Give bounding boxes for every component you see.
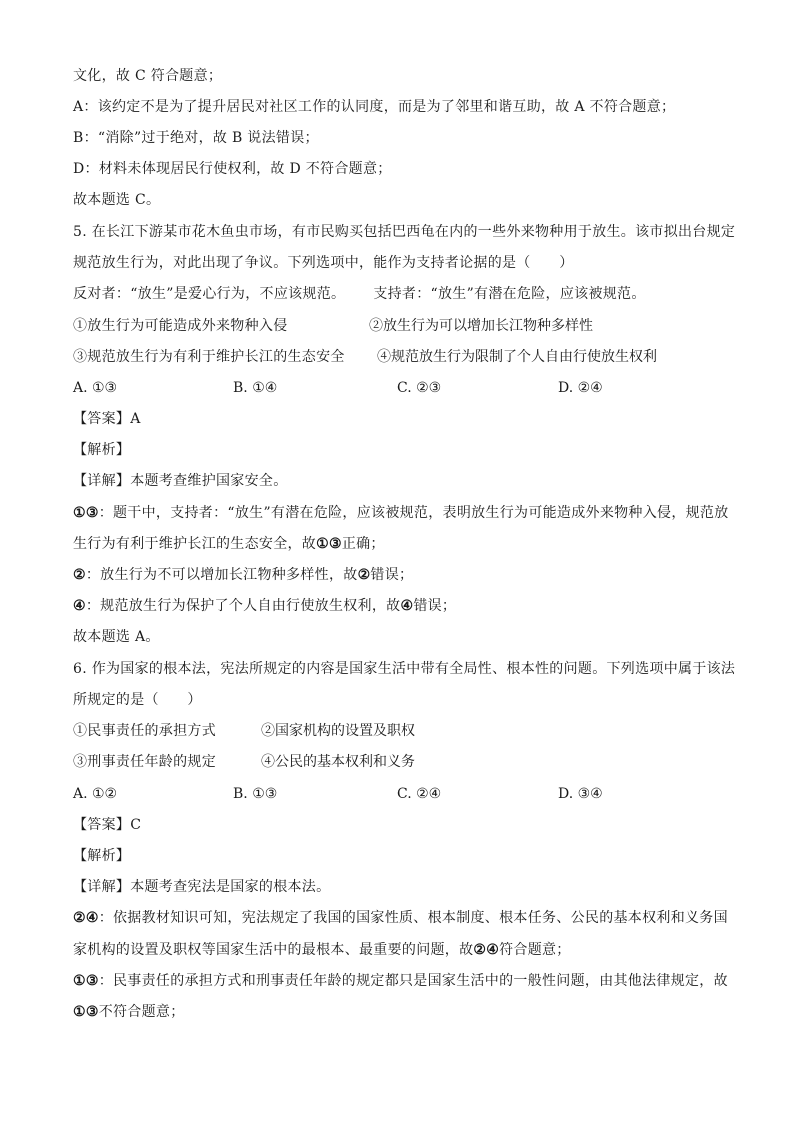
q5-explain-3-tag: ④ xyxy=(73,598,86,614)
q6-explain-2-text: ：民事责任的承担方式和刑事责任年龄的规定都只是国家生活中的一般性问题，由其他法律规定，故 xyxy=(98,973,728,989)
q6-explain-2-tag: ①③ xyxy=(73,973,99,989)
q5-option-b: B. ①④ xyxy=(233,380,278,396)
q5-explain-2-end: 错误； xyxy=(370,567,414,583)
q5-explain-1b-text: 生行为有利于维护长江的生态安全，故 xyxy=(73,536,317,552)
q5-explain-3-end: 错误； xyxy=(413,598,457,614)
q5-explain-1-text: ：题干中，支持者：“放生”有潜在危险，应该被规范，表明放生行为可能造成外来物种入侵，规范放 xyxy=(98,505,729,521)
q6-explain-3-tag: ①③ xyxy=(73,1004,99,1020)
q6-explain-1-text: ：依据教材知识可知，宪法规定了我国的国家性质、根本制度、根本任务、公民的基本权利和义务国 xyxy=(98,910,728,926)
prev-line-4: D：材料未体现居民行使权利，故 D 不符合题意； xyxy=(73,161,392,177)
q5-explain-2-tag: ② xyxy=(73,567,86,583)
prev-line-1: 文化，故 C 符合题意； xyxy=(73,68,223,84)
q5-option-c: C. ②③ xyxy=(397,380,442,396)
q5-stem-line-2: 规范放生行为，对此出现了争议。下列选项中，能作为支持者论据的是（ ） xyxy=(73,255,574,271)
prev-line-2: A：该约定不是为了提升居民对社区工作的认同度，而是为了邻里和谐互助，故 A 不符合题意； xyxy=(73,99,676,115)
q5-explain-1b xyxy=(73,534,385,554)
q6-answer: 【答案】C xyxy=(73,817,142,833)
q6-explain-1b xyxy=(73,940,571,960)
q5-explain-3 xyxy=(73,596,456,616)
q5-statement-3: ③规范放生行为有利于维护长江的生态安全 xyxy=(73,349,345,365)
q5-viewpoints xyxy=(73,284,646,304)
q5-explain-1a xyxy=(73,503,729,523)
q6-explain-3-end: 不符合题意； xyxy=(98,1004,185,1020)
q6-explain-1a xyxy=(73,908,728,928)
q5-statement-1: ①放生行为可能造成外来物种入侵 xyxy=(73,318,288,334)
q6-stem-line-2: 所规定的是（ ） xyxy=(73,692,202,708)
q5-supporter: 支持者：“放生”有潜在危险，应该被规范。 xyxy=(373,286,646,302)
q5-explain-3-tag-inline: ④ xyxy=(400,598,414,614)
q6-analysis-label: 【解析】 xyxy=(73,848,131,864)
q6-explain-2 xyxy=(73,971,728,991)
q5-analysis-label: 【解析】 xyxy=(73,442,131,458)
q5-explain-2-tag-inline: ② xyxy=(357,567,371,583)
q6-option-d: D. ③④ xyxy=(558,786,603,802)
q6-stem-line-1: 6. 作为国家的根本法，宪法所规定的内容是国家生活中带有全局性、根本性的问题。下列选项中属于该法 xyxy=(73,661,736,677)
q6-detail-tag: 【详解】 xyxy=(73,879,131,895)
q6-statement-4: ④公民的基本权利和义务 xyxy=(261,754,415,770)
q5-detail-tag: 【详解】 xyxy=(73,473,131,489)
q6-option-b: B. ①③ xyxy=(233,786,278,802)
q5-stem-line-1: 5. 在长江下游某市花木鱼虫市场，有市民购买包括巴西龟在内的一些外来物种用于放生。该市拟出台规定 xyxy=(73,224,736,240)
q6-explain-1b-end: 符合题意； xyxy=(499,942,571,958)
q6-option-a: A. ①② xyxy=(73,786,118,802)
q5-statement-4: ④规范放生行为限制了个人自由行使放生权利 xyxy=(377,349,657,365)
q6-detail-text: 本题考查宪法是国家的根本法。 xyxy=(130,879,331,895)
q6-statement-1: ①民事责任的承担方式 xyxy=(73,723,216,739)
q5-conclusion: 故本题选 A。 xyxy=(73,629,160,645)
q5-answer: 【答案】A xyxy=(73,411,141,427)
prev-conclusion: 故本题选 C。 xyxy=(73,192,161,208)
q6-explain-3 xyxy=(73,1002,185,1022)
q6-statement-2: ②国家机构的设置及职权 xyxy=(261,723,415,739)
q6-statement-3: ③刑事责任年龄的规定 xyxy=(73,754,216,770)
q5-explain-1b-end: 正确； xyxy=(341,536,385,552)
q5-option-d: D. ②④ xyxy=(558,380,603,396)
q5-statement-2: ②放生行为可以增加长江物种多样性 xyxy=(369,318,593,334)
q5-option-a: A. ①③ xyxy=(73,380,118,396)
q5-detail-text: 本题考查维护国家安全。 xyxy=(130,473,288,489)
q5-explain-1-tag: ①③ xyxy=(73,505,99,521)
q6-detail xyxy=(73,877,330,897)
q5-explain-1b-tag: ①③ xyxy=(316,536,342,552)
prev-line-3: B：“消除”过于绝对，故 B 说法错误； xyxy=(73,130,319,146)
q6-explain-1b-tag: ②④ xyxy=(473,942,500,958)
q5-explain-3-text: ：规范放生行为保护了个人自由行使放生权利，故 xyxy=(85,598,401,614)
q5-detail xyxy=(73,471,288,491)
q6-explain-1-tag: ②④ xyxy=(73,910,99,926)
q5-explain-2-text: ：放生行为不可以增加长江物种多样性，故 xyxy=(85,567,358,583)
q5-explain-2 xyxy=(73,565,413,585)
q6-option-c: C. ②④ xyxy=(397,786,442,802)
q5-opponent: 反对者：“放生”是爱心行为，不应该规范。 xyxy=(73,286,346,302)
q6-explain-1b-text: 家机构的设置及职权等国家生活中的最根本、最重要的问题，故 xyxy=(73,942,474,958)
